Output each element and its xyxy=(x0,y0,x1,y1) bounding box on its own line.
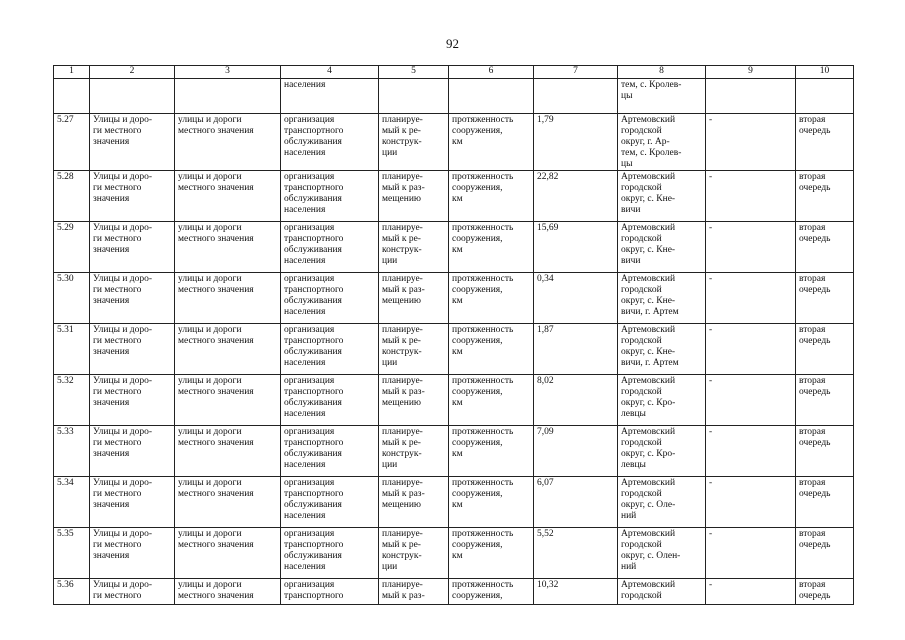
status-cell: планируе- мый к ре- конструк- ции xyxy=(379,324,449,375)
object-type-cell: Улицы и доро- ги местного xyxy=(90,579,175,605)
purpose-cell: организация транспортного обслуживания населения xyxy=(281,222,379,273)
table-row xyxy=(54,222,854,273)
row-number-cell: 5.33 xyxy=(54,426,90,477)
value-cell: 6,07 xyxy=(534,477,618,528)
characteristic-cell: протяженность сооружения, км xyxy=(449,528,534,579)
purpose-cell: организация транспортного xyxy=(281,579,379,605)
continuation-row xyxy=(54,79,854,114)
stage-cell: вторая очередь xyxy=(796,273,854,324)
object-kind-cell: улицы и дороги местного значения xyxy=(175,222,281,273)
row-number-cell: 5.32 xyxy=(54,375,90,426)
row-number-cell: 5.36 xyxy=(54,579,90,605)
object-kind-cell: улицы и дороги местного значения xyxy=(175,477,281,528)
purpose-cell: организация транспортного обслуживания населения xyxy=(281,426,379,477)
location-cell: Артемовский городской xyxy=(618,579,706,605)
table-cell xyxy=(379,79,449,114)
value-cell: 5,52 xyxy=(534,528,618,579)
table-row xyxy=(54,579,854,605)
row-number-cell: 5.31 xyxy=(54,324,90,375)
characteristic-cell: протяженность сооружения, км xyxy=(449,222,534,273)
column-number: 3 xyxy=(175,66,281,79)
column-number: 8 xyxy=(618,66,706,79)
purpose-cell: организация транспортного обслуживания населения xyxy=(281,375,379,426)
object-kind-cell: улицы и дороги местного значения xyxy=(175,579,281,605)
location-cell: Артемовский городской округ, с. Кро- левцы xyxy=(618,375,706,426)
stage-cell: вторая очередь xyxy=(796,375,854,426)
object-type-cell: Улицы и доро- ги местного значения xyxy=(90,528,175,579)
value-cell: 1,79 xyxy=(534,114,618,171)
column-number: 7 xyxy=(534,66,618,79)
stage-cell: вторая очередь xyxy=(796,114,854,171)
status-cell: планируе- мый к раз- мещению xyxy=(379,375,449,426)
table-row xyxy=(54,114,854,171)
object-type-cell: Улицы и доро- ги местного значения xyxy=(90,324,175,375)
purpose-cell: населения xyxy=(281,79,379,114)
zone-cell: - xyxy=(706,477,796,528)
stage-cell: вторая очередь xyxy=(796,579,854,605)
characteristic-cell: протяженность сооружения, км xyxy=(449,375,534,426)
column-number: 6 xyxy=(449,66,534,79)
object-kind-cell: улицы и дороги местного значения xyxy=(175,114,281,171)
location-cell: тем, с. Кролев- цы xyxy=(618,79,706,114)
zone-cell: - xyxy=(706,324,796,375)
table-cell xyxy=(175,79,281,114)
row-number-cell: 5.30 xyxy=(54,273,90,324)
location-cell: Артемовский городской округ, с. Кне- вичи xyxy=(618,222,706,273)
row-number-cell: 5.35 xyxy=(54,528,90,579)
row-number-cell: 5.34 xyxy=(54,477,90,528)
value-cell: 10,32 xyxy=(534,579,618,605)
location-cell: Артемовский городской округ, с. Кне- вичи, г. Артем xyxy=(618,324,706,375)
zone-cell: - xyxy=(706,579,796,605)
table-cell xyxy=(706,79,796,114)
purpose-cell: организация транспортного обслуживания населения xyxy=(281,171,379,222)
table-row xyxy=(54,171,854,222)
characteristic-cell: протяженность сооружения, км xyxy=(449,426,534,477)
table-row xyxy=(54,375,854,426)
purpose-cell: организация транспортного обслуживания населения xyxy=(281,528,379,579)
characteristic-cell: протяженность сооружения, км xyxy=(449,477,534,528)
object-kind-cell: улицы и дороги местного значения xyxy=(175,528,281,579)
object-type-cell: Улицы и доро- ги местного значения xyxy=(90,375,175,426)
value-cell: 7,09 xyxy=(534,426,618,477)
zone-cell: - xyxy=(706,171,796,222)
table-cell xyxy=(796,79,854,114)
value-cell: 15,69 xyxy=(534,222,618,273)
zone-cell: - xyxy=(706,375,796,426)
column-number: 9 xyxy=(706,66,796,79)
object-kind-cell: улицы и дороги местного значения xyxy=(175,324,281,375)
stage-cell: вторая очередь xyxy=(796,171,854,222)
zone-cell: - xyxy=(706,114,796,171)
object-kind-cell: улицы и дороги местного значения xyxy=(175,426,281,477)
status-cell: планируе- мый к раз- xyxy=(379,579,449,605)
object-type-cell: Улицы и доро- ги местного значения xyxy=(90,273,175,324)
status-cell: планируе- мый к ре- конструк- ции xyxy=(379,222,449,273)
column-number: 5 xyxy=(379,66,449,79)
column-number-header-row xyxy=(54,66,854,79)
purpose-cell: организация транспортного обслуживания населения xyxy=(281,324,379,375)
table-row xyxy=(54,528,854,579)
purpose-cell: организация транспортного обслуживания населения xyxy=(281,273,379,324)
zone-cell: - xyxy=(706,222,796,273)
stage-cell: вторая очередь xyxy=(796,426,854,477)
value-cell: 22,82 xyxy=(534,171,618,222)
table-row xyxy=(54,273,854,324)
object-type-cell: Улицы и доро- ги местного значения xyxy=(90,426,175,477)
value-cell: 1,87 xyxy=(534,324,618,375)
object-type-cell: Улицы и доро- ги местного значения xyxy=(90,477,175,528)
object-kind-cell: улицы и дороги местного значения xyxy=(175,375,281,426)
stage-cell: вторая очередь xyxy=(796,477,854,528)
zone-cell: - xyxy=(706,426,796,477)
location-cell: Артемовский городской округ, г. Ар- тем, с. Кролев- цы xyxy=(618,114,706,171)
characteristic-cell: протяженность сооружения, xyxy=(449,579,534,605)
row-number-cell: 5.27 xyxy=(54,114,90,171)
value-cell: 0,34 xyxy=(534,273,618,324)
purpose-cell: организация транспортного обслуживания населения xyxy=(281,477,379,528)
location-cell: Артемовский городской округ, с. Оле- ний xyxy=(618,477,706,528)
stage-cell: вторая очередь xyxy=(796,222,854,273)
characteristic-cell: протяженность сооружения, км xyxy=(449,273,534,324)
zone-cell: - xyxy=(706,273,796,324)
status-cell: планируе- мый к ре- конструк- ции xyxy=(379,114,449,171)
column-number: 4 xyxy=(281,66,379,79)
table-cell xyxy=(449,79,534,114)
table-row xyxy=(54,324,854,375)
location-cell: Артемовский городской округ, с. Кне- вичи, г. Артем xyxy=(618,273,706,324)
location-cell: Артемовский городской округ, с. Кне- вичи xyxy=(618,171,706,222)
table-row xyxy=(54,477,854,528)
table-cell xyxy=(534,79,618,114)
characteristic-cell: протяженность сооружения, км xyxy=(449,324,534,375)
status-cell: планируе- мый к ре- конструк- ции xyxy=(379,426,449,477)
object-type-cell: Улицы и доро- ги местного значения xyxy=(90,222,175,273)
page-number: 92 xyxy=(446,36,459,51)
status-cell: планируе- мый к раз- мещению xyxy=(379,477,449,528)
object-type-cell: Улицы и доро- ги местного значения xyxy=(90,114,175,171)
status-cell: планируе- мый к ре- конструк- ции xyxy=(379,528,449,579)
column-number: 10 xyxy=(796,66,854,79)
column-number: 1 xyxy=(54,66,90,79)
table-cell xyxy=(90,79,175,114)
table-row xyxy=(54,426,854,477)
status-cell: планируе- мый к раз- мещению xyxy=(379,273,449,324)
characteristic-cell: протяженность сооружения, км xyxy=(449,171,534,222)
planning-table xyxy=(53,65,854,605)
location-cell: Артемовский городской округ, с. Кро- левцы xyxy=(618,426,706,477)
object-kind-cell: улицы и дороги местного значения xyxy=(175,171,281,222)
value-cell: 8,02 xyxy=(534,375,618,426)
zone-cell: - xyxy=(706,528,796,579)
object-kind-cell: улицы и дороги местного значения xyxy=(175,273,281,324)
column-number: 2 xyxy=(90,66,175,79)
stage-cell: вторая очередь xyxy=(796,324,854,375)
row-number-cell: 5.29 xyxy=(54,222,90,273)
stage-cell: вторая очередь xyxy=(796,528,854,579)
row-number-cell: 5.28 xyxy=(54,171,90,222)
object-type-cell: Улицы и доро- ги местного значения xyxy=(90,171,175,222)
status-cell: планируе- мый к раз- мещению xyxy=(379,171,449,222)
characteristic-cell: протяженность сооружения, км xyxy=(449,114,534,171)
purpose-cell: организация транспортного обслуживания населения xyxy=(281,114,379,171)
location-cell: Артемовский городской округ, с. Олен- ний xyxy=(618,528,706,579)
table-cell xyxy=(54,79,90,114)
